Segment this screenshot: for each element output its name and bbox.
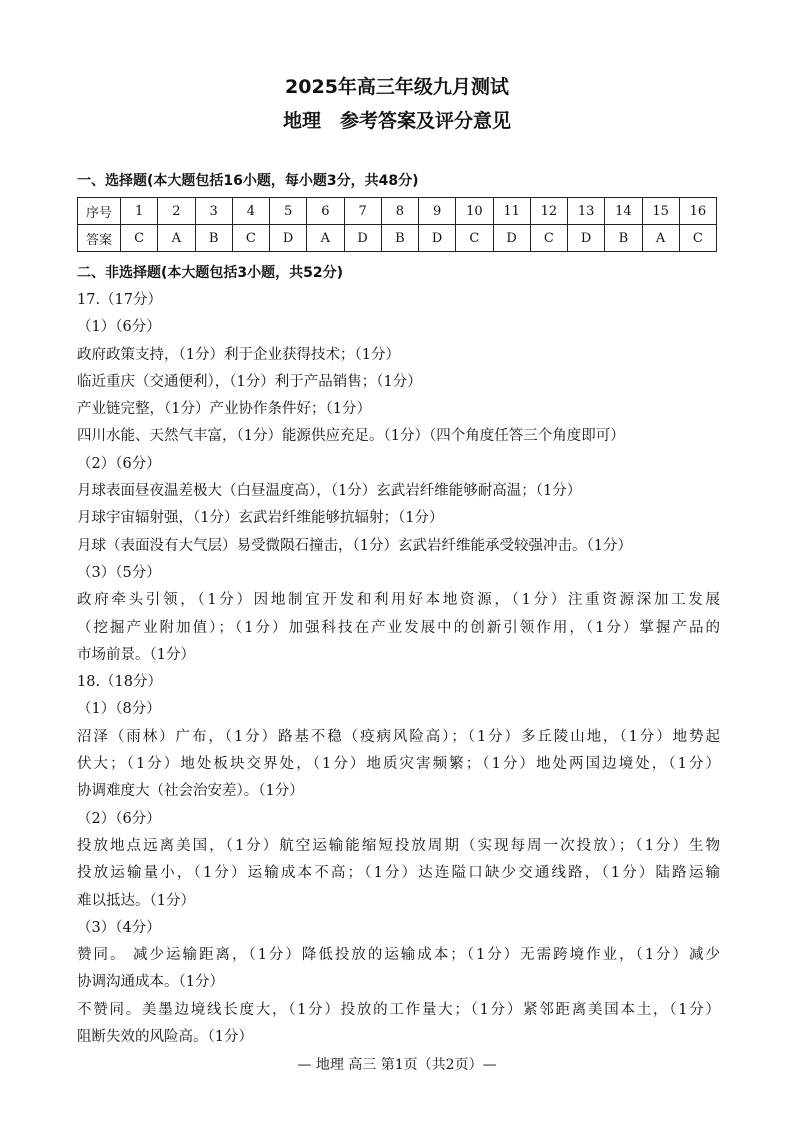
question-number: 3 [195,198,232,225]
page-subtitle: 地理 参考答案及评分意见 [282,110,511,132]
subquestion-heading: （3）（4分） [77,919,161,936]
answer-cell: A [642,225,679,252]
answer-line: 月球（表面没有大气层）易受微陨石撞击，（1分）玄武岩纤维能承受较强冲击。（1分） [77,537,632,554]
answer-cell: D [344,225,381,252]
question-number: 12 [530,198,567,225]
answer-cell: C [232,225,269,252]
answer-line: 协调难度大（社会治安差）。（1分） [77,783,304,800]
answer-cell: C [530,225,567,252]
question-heading: 17.（17分） [77,292,163,308]
question-number: 2 [158,198,195,225]
answer-line: 伏大；（1分）地处板块交界处，（1分）地质灾害频繁；（1分）地处两国边境处，（1分） [77,756,720,773]
answer-line: 难以抵达。（1分） [77,892,195,909]
answer-cell: C [456,225,493,252]
question-number: 9 [419,198,456,225]
question-number: 11 [493,198,530,225]
question-number: 6 [307,198,344,225]
answer-cell: B [381,225,418,252]
subquestion-heading: （1）（8分） [77,701,161,718]
answer-line: 市场前景。（1分） [77,646,195,663]
answer-line: 投放运输量小，（1分）运输成本不高；（1分）达连隘口缺少交通线路，（1分）陆路运输 [77,865,720,882]
answer-line: 政府政策支持，（1分）利于企业获得技术；（1分） [77,346,400,363]
section-1-heading: 一、选择题(本大题包括16小题，每小题3分，共48分) [77,173,419,189]
row-label-answer: 答案 [78,225,121,252]
answer-line: 产业链完整，（1分）产业协作条件好；（1分） [77,401,371,418]
subquestion-heading: （3）（5分） [77,564,161,581]
subquestion-heading: （2）（6分） [77,810,161,827]
answer-table [77,197,717,252]
answer-cell: C [679,225,716,252]
page-footer: — 地理 高三 第1页（共2页）— [297,1057,497,1073]
answer-cell: C [121,225,158,252]
question-number: 15 [642,198,679,225]
question-number: 13 [568,198,605,225]
answer-line: 月球宇宙辐射强，（1分）玄武岩纤维能够抗辐射；（1分） [77,510,444,527]
row-label-number: 序号 [78,198,121,225]
answer-line: 临近重庆（交通便利），（1分）利于产品销售；（1分） [77,373,422,390]
question-number: 8 [381,198,418,225]
answer-line: 沼泽（雨林）广布，（1分）路基不稳（疫病风险高）；（1分）多丘陵山地，（1分）地势起 [77,728,720,745]
section-2-heading: 二、非选择题(本大题包括3小题，共52分) [77,265,344,281]
answer-cell: B [605,225,642,252]
answer-line: （挖掘产业附加值）；（1分）加强科技在产业发展中的创新引领作用，（1分）掌握产品的 [77,619,720,636]
subquestion-heading: （2）（6分） [77,455,161,472]
answer-table-number-row [78,198,717,225]
subquestion-heading: （1）（6分） [77,319,161,336]
question-number: 5 [270,198,307,225]
question-number: 14 [605,198,642,225]
answer-cell: D [419,225,456,252]
answer-line: 赞同。 减少运输距离，（1分）降低投放的运输成本；（1分）无需跨境作业，（1分）减少 [77,947,720,964]
question-number: 4 [232,198,269,225]
page-title: 2025年高三年级九月测试 [285,76,509,98]
answer-line: 不赞同。美墨边境线长度大，（1分）投放的工作量大；（1分）紧邻距离美国本土，（1分） [77,1001,720,1018]
answer-line: 协调沟通成本。（1分） [77,974,224,991]
answer-cell: D [493,225,530,252]
answer-cell: A [307,225,344,252]
question-number: 10 [456,198,493,225]
answer-line: 月球表面昼夜温差极大（白昼温度高），（1分）玄武岩纤维能够耐高温；（1分） [77,483,582,500]
answer-line: 投放地点远离美国，（1分）航空运输能缩短投放周期（实现每周一次投放）；（1分）生物 [77,837,720,854]
answer-line: 四川水能、天然气丰富，（1分）能源供应充足。（1分）（四个角度任答三个角度即可） [77,428,625,445]
answer-body [77,287,720,1051]
answer-line: 政府牵头引领，（1分）因地制宜开发和利用好本地资源，（1分）注重资源深加工发展 [77,592,720,609]
answer-cell: B [195,225,232,252]
question-number: 16 [679,198,716,225]
answer-line: 阻断失效的风险高。（1分） [77,1029,253,1046]
question-heading: 18.（18分） [77,674,163,691]
answer-table-answer-row [78,225,717,252]
answer-cell: D [568,225,605,252]
answer-cell: A [158,225,195,252]
question-number: 7 [344,198,381,225]
question-number: 1 [121,198,158,225]
answer-cell: D [270,225,307,252]
